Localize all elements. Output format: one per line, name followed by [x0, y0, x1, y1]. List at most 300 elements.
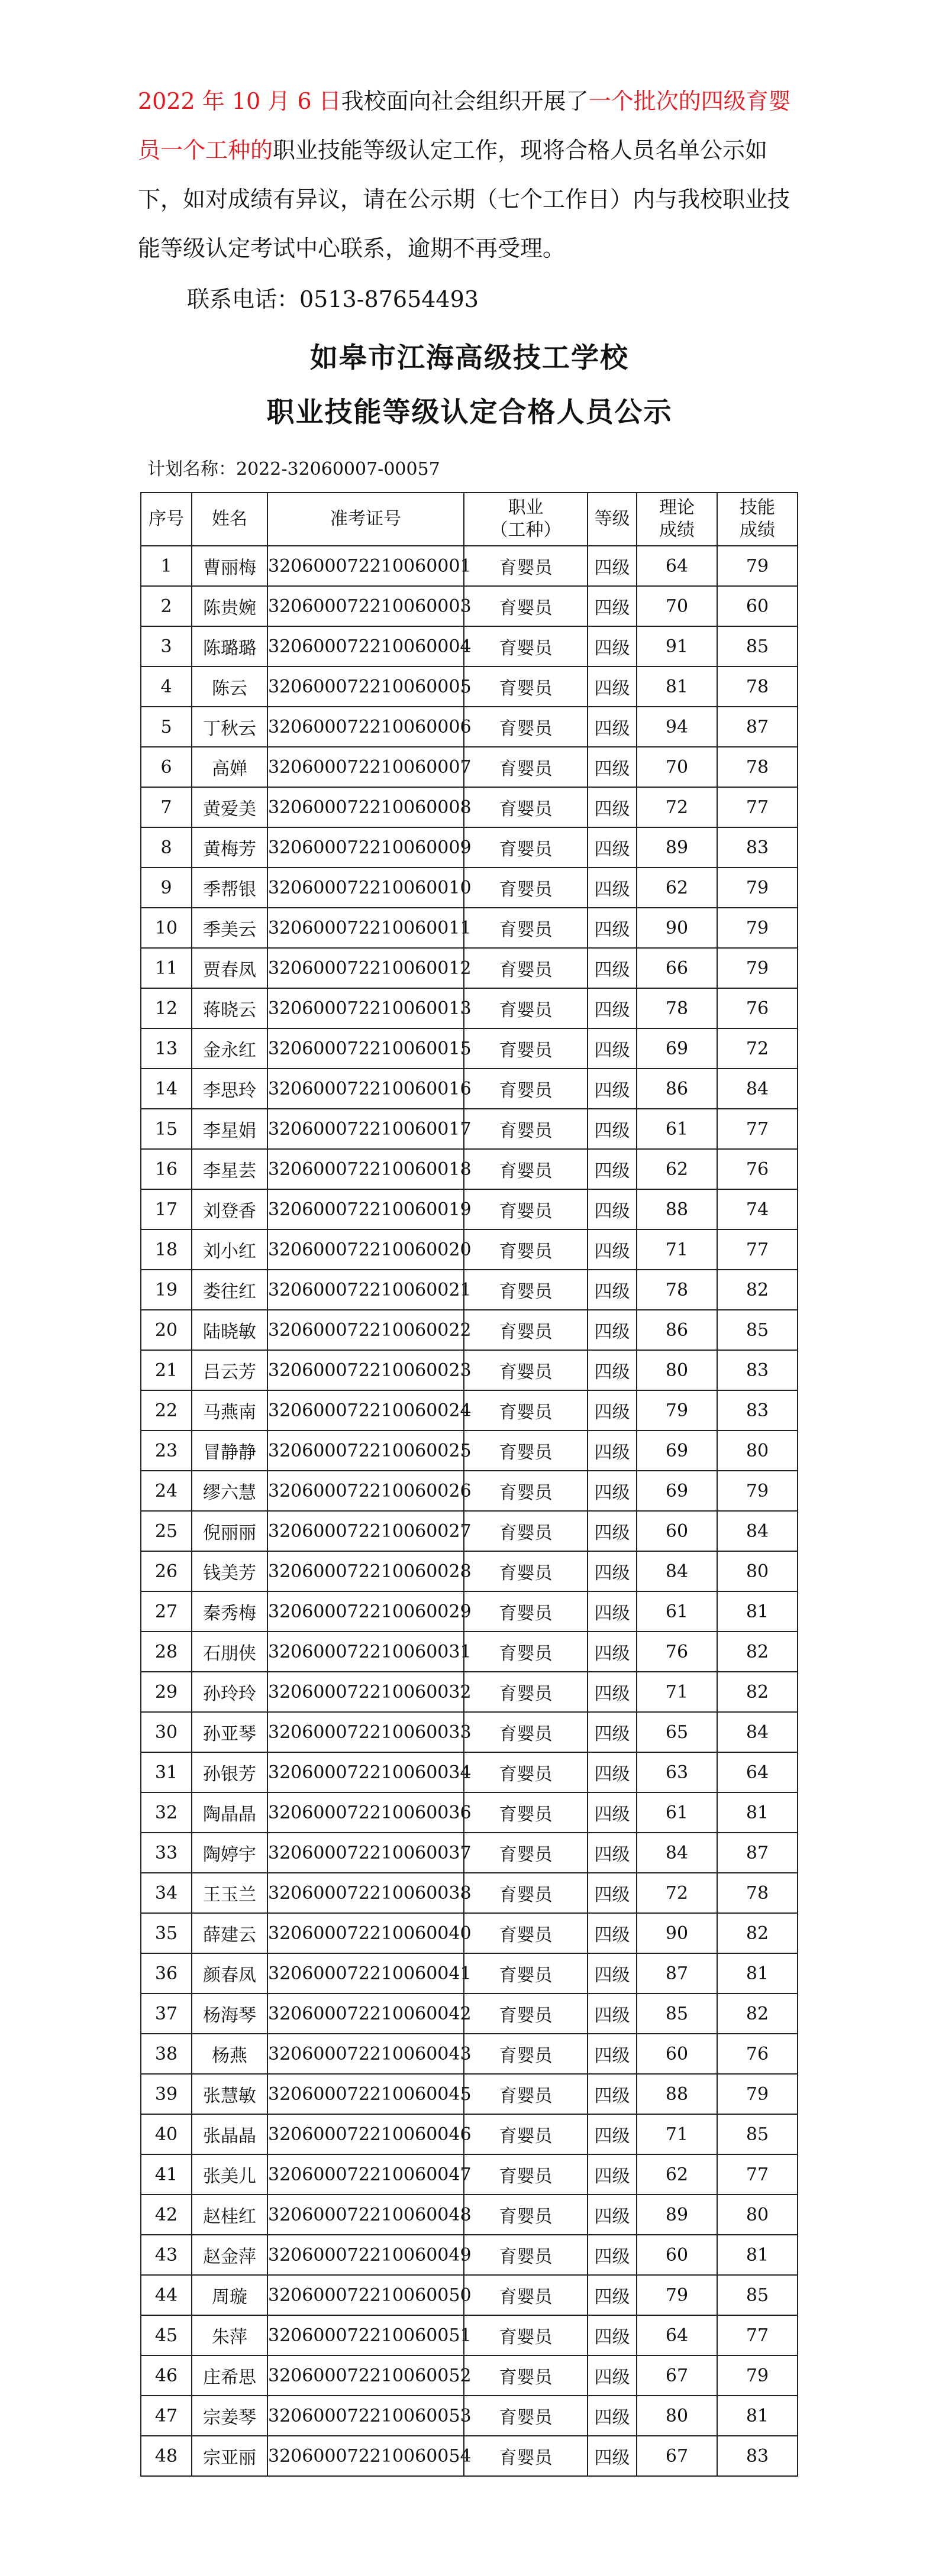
- cell-occupation: 育婴员: [464, 1511, 588, 1551]
- cell-name: 杨海琴: [192, 1994, 267, 2034]
- cell-name: 王玉兰: [192, 1873, 267, 1913]
- cell-skill-score: 64: [717, 1752, 798, 1792]
- cell-exam-number: 320600072210060001: [267, 546, 464, 586]
- cell-level: 四级: [588, 1752, 637, 1792]
- table-row: [141, 1712, 798, 1752]
- cell-seq: 29: [141, 1672, 192, 1712]
- cell-occupation: 育婴员: [464, 1028, 588, 1069]
- cell-name: 季美云: [192, 908, 267, 948]
- cell-theory-score: 69: [637, 1028, 717, 1069]
- cell-level: 四级: [588, 1873, 637, 1913]
- cell-occupation: 育婴员: [464, 1390, 588, 1431]
- cell-seq: 44: [141, 2275, 192, 2315]
- cell-level: 四级: [588, 1390, 637, 1431]
- cell-occupation: 育婴员: [464, 2154, 588, 2195]
- table-row: [141, 1350, 798, 1390]
- cell-name: 李星芸: [192, 1149, 267, 1189]
- cell-seq: 4: [141, 666, 192, 707]
- cell-theory-score: 88: [637, 2074, 717, 2114]
- table-row: [141, 1994, 798, 2034]
- contact-phone: 联系电话：0513-87654493: [187, 286, 479, 312]
- cell-seq: 17: [141, 1189, 192, 1229]
- cell-skill-score: 82: [717, 1632, 798, 1672]
- cell-name: 朱萍: [192, 2315, 267, 2355]
- cell-level: 四级: [588, 827, 637, 868]
- cell-occupation: 育婴员: [464, 988, 588, 1028]
- cell-occupation: 育婴员: [464, 1752, 588, 1792]
- cell-theory-score: 67: [637, 2436, 717, 2476]
- cell-level: 四级: [588, 1270, 637, 1310]
- cell-theory-score: 81: [637, 666, 717, 707]
- cell-theory-score: 78: [637, 988, 717, 1028]
- cell-theory-score: 62: [637, 1149, 717, 1189]
- cell-skill-score: 84: [717, 1712, 798, 1752]
- cell-occupation: 育婴员: [464, 1913, 588, 1953]
- cell-occupation: 育婴员: [464, 1551, 588, 1591]
- cell-level: 四级: [588, 2355, 637, 2396]
- cell-level: 四级: [588, 868, 637, 908]
- cell-occupation: 育婴员: [464, 1994, 588, 2034]
- cell-level: 四级: [588, 2275, 637, 2315]
- table-row: [141, 666, 798, 707]
- table-row: [141, 1390, 798, 1431]
- cell-name: 赵桂红: [192, 2195, 267, 2235]
- table-row: [141, 2396, 798, 2436]
- table-row: [141, 1471, 798, 1511]
- cell-name: 李星娟: [192, 1109, 267, 1149]
- header-occupation-line1: 职业: [508, 497, 544, 518]
- cell-skill-score: 77: [717, 1229, 798, 1270]
- cell-occupation: 育婴员: [464, 747, 588, 787]
- cell-skill-score: 77: [717, 787, 798, 827]
- cell-seq: 39: [141, 2074, 192, 2114]
- cell-seq: 2: [141, 586, 192, 626]
- cell-exam-number: 320600072210060051: [267, 2315, 464, 2355]
- cell-theory-score: 60: [637, 1511, 717, 1551]
- cell-level: 四级: [588, 2195, 637, 2235]
- cell-level: 四级: [588, 948, 637, 988]
- cell-exam-number: 320600072210060053: [267, 2396, 464, 2436]
- cell-exam-number: 320600072210060034: [267, 1752, 464, 1792]
- cell-theory-score: 61: [637, 1591, 717, 1632]
- table-row: [141, 1431, 798, 1471]
- cell-seq: 35: [141, 1913, 192, 1953]
- cell-skill-score: 79: [717, 1471, 798, 1511]
- cell-exam-number: 320600072210060020: [267, 1229, 464, 1270]
- table-row: [141, 988, 798, 1028]
- cell-level: 四级: [588, 747, 637, 787]
- table-row: [141, 1270, 798, 1310]
- cell-level: 四级: [588, 586, 637, 626]
- cell-occupation: 育婴员: [464, 1069, 588, 1109]
- cell-theory-score: 60: [637, 2235, 717, 2275]
- cell-theory-score: 66: [637, 948, 717, 988]
- cell-name: 孙亚琴: [192, 1712, 267, 1752]
- cell-skill-score: 82: [717, 1270, 798, 1310]
- cell-name: 蒋晓云: [192, 988, 267, 1028]
- cell-occupation: 育婴员: [464, 707, 588, 747]
- cell-occupation: 育婴员: [464, 868, 588, 908]
- cell-exam-number: 320600072210060023: [267, 1350, 464, 1390]
- notice-title: 职业技能等级认定合格人员公示: [266, 396, 673, 429]
- cell-seq: 46: [141, 2355, 192, 2396]
- cell-seq: 19: [141, 1270, 192, 1310]
- cell-theory-score: 79: [637, 1390, 717, 1431]
- header-occupation-line2: （工种）: [490, 520, 562, 541]
- cell-skill-score: 78: [717, 666, 798, 707]
- cell-level: 四级: [588, 666, 637, 707]
- cell-seq: 47: [141, 2396, 192, 2436]
- cell-skill-score: 81: [717, 2235, 798, 2275]
- header-theory-score: [637, 493, 717, 546]
- cell-occupation: 育婴员: [464, 2315, 588, 2355]
- cell-skill-score: 77: [717, 2154, 798, 2195]
- cell-level: 四级: [588, 1229, 637, 1270]
- cell-skill-score: 81: [717, 1953, 798, 1994]
- cell-theory-score: 62: [637, 2154, 717, 2195]
- cell-name: 黄梅芳: [192, 827, 267, 868]
- cell-theory-score: 61: [637, 1109, 717, 1149]
- table-row: [141, 2114, 798, 2154]
- announcement-paragraph: [138, 77, 801, 273]
- school-title: 如皋市江海高级技工学校: [310, 342, 629, 374]
- cell-occupation: 育婴员: [464, 546, 588, 586]
- cell-name: 曹丽梅: [192, 546, 267, 586]
- table-row: [141, 586, 798, 626]
- cell-theory-score: 61: [637, 1792, 717, 1833]
- cell-level: 四级: [588, 1028, 637, 1069]
- cell-theory-score: 65: [637, 1712, 717, 1752]
- table-header-row: [141, 493, 798, 546]
- cell-exam-number: 320600072210060004: [267, 626, 464, 666]
- table-row: [141, 2235, 798, 2275]
- cell-level: 四级: [588, 1551, 637, 1591]
- table-row: [141, 2195, 798, 2235]
- cell-skill-score: 79: [717, 546, 798, 586]
- cell-skill-score: 82: [717, 1913, 798, 1953]
- cell-occupation: 育婴员: [464, 1431, 588, 1471]
- cell-exam-number: 320600072210060012: [267, 948, 464, 988]
- cell-seq: 15: [141, 1109, 192, 1149]
- cell-exam-number: 320600072210060005: [267, 666, 464, 707]
- table-row: [141, 1511, 798, 1551]
- header-skill-line1: 技能: [740, 497, 775, 518]
- cell-theory-score: 89: [637, 2195, 717, 2235]
- cell-name: 陈璐璐: [192, 626, 267, 666]
- cell-name: 杨燕: [192, 2034, 267, 2074]
- cell-level: 四级: [588, 1994, 637, 2034]
- cell-seq: 21: [141, 1350, 192, 1390]
- cell-level: 四级: [588, 2114, 637, 2154]
- cell-occupation: 育婴员: [464, 1310, 588, 1350]
- cell-level: 四级: [588, 1953, 637, 1994]
- table-row: [141, 1672, 798, 1712]
- header-exam-number: 准考证号: [267, 493, 464, 546]
- table-row: [141, 1913, 798, 1953]
- cell-name: 庄希思: [192, 2355, 267, 2396]
- cell-exam-number: 320600072210060013: [267, 988, 464, 1028]
- cell-theory-score: 60: [637, 2034, 717, 2074]
- cell-occupation: 育婴员: [464, 2074, 588, 2114]
- table-row: [141, 1792, 798, 1833]
- cell-seq: 16: [141, 1149, 192, 1189]
- header-level: 等级: [588, 493, 637, 546]
- cell-level: 四级: [588, 1591, 637, 1632]
- cell-name: 宗亚丽: [192, 2436, 267, 2476]
- cell-seq: 12: [141, 988, 192, 1028]
- header-occupation: [464, 493, 588, 546]
- cell-skill-score: 76: [717, 988, 798, 1028]
- plan-name: 计划名称：2022-32060007-00057: [147, 459, 440, 480]
- cell-exam-number: 320600072210060040: [267, 1913, 464, 1953]
- table-row: [141, 1833, 798, 1873]
- cell-seq: 48: [141, 2436, 192, 2476]
- table-row: [141, 1551, 798, 1591]
- table-row: [141, 626, 798, 666]
- cell-seq: 13: [141, 1028, 192, 1069]
- header-skill-line2: 成绩: [740, 520, 775, 541]
- cell-name: 缪六慧: [192, 1471, 267, 1511]
- cell-theory-score: 90: [637, 908, 717, 948]
- cell-seq: 8: [141, 827, 192, 868]
- cell-theory-score: 70: [637, 586, 717, 626]
- cell-skill-score: 74: [717, 1189, 798, 1229]
- cell-name: 倪丽丽: [192, 1511, 267, 1551]
- cell-occupation: 育婴员: [464, 2275, 588, 2315]
- cell-exam-number: 320600072210060018: [267, 1149, 464, 1189]
- cell-skill-score: 82: [717, 1994, 798, 2034]
- cell-occupation: 育婴员: [464, 1672, 588, 1712]
- cell-occupation: 育婴员: [464, 827, 588, 868]
- cell-exam-number: 320600072210060045: [267, 2074, 464, 2114]
- cell-occupation: 育婴员: [464, 787, 588, 827]
- cell-exam-number: 320600072210060015: [267, 1028, 464, 1069]
- table-row: [141, 827, 798, 868]
- cell-seq: 7: [141, 787, 192, 827]
- table-row: [141, 908, 798, 948]
- cell-theory-score: 86: [637, 1069, 717, 1109]
- header-theory-line1: 理论: [659, 497, 695, 518]
- cell-name: 季帮银: [192, 868, 267, 908]
- cell-theory-score: 90: [637, 1913, 717, 1953]
- cell-exam-number: 320600072210060022: [267, 1310, 464, 1350]
- cell-seq: 31: [141, 1752, 192, 1792]
- cell-theory-score: 80: [637, 1350, 717, 1390]
- cell-exam-number: 320600072210060043: [267, 2034, 464, 2074]
- cell-name: 吕云芳: [192, 1350, 267, 1390]
- cell-level: 四级: [588, 2396, 637, 2436]
- cell-level: 四级: [588, 2074, 637, 2114]
- cell-theory-score: 79: [637, 2275, 717, 2315]
- cell-skill-score: 79: [717, 2074, 798, 2114]
- cell-theory-score: 84: [637, 1551, 717, 1591]
- cell-seq: 1: [141, 546, 192, 586]
- cell-exam-number: 320600072210060052: [267, 2355, 464, 2396]
- cell-level: 四级: [588, 2315, 637, 2355]
- cell-level: 四级: [588, 626, 637, 666]
- announcement-text-1: 我校面向社会组织开展了: [341, 88, 589, 114]
- cell-seq: 10: [141, 908, 192, 948]
- cell-skill-score: 78: [717, 747, 798, 787]
- table-row: [141, 2436, 798, 2476]
- cell-name: 丁秋云: [192, 707, 267, 747]
- cell-exam-number: 320600072210060047: [267, 2154, 464, 2195]
- cell-level: 四级: [588, 2034, 637, 2074]
- cell-name: 马燕南: [192, 1390, 267, 1431]
- cell-occupation: 育婴员: [464, 1350, 588, 1390]
- table-row: [141, 1028, 798, 1069]
- cell-occupation: 育婴员: [464, 1471, 588, 1511]
- cell-name: 陈云: [192, 666, 267, 707]
- table-body: [141, 546, 798, 2476]
- cell-occupation: 育婴员: [464, 2034, 588, 2074]
- table-row: [141, 1189, 798, 1229]
- cell-name: 颜春凤: [192, 1953, 267, 1994]
- cell-theory-score: 84: [637, 1833, 717, 1873]
- cell-level: 四级: [588, 988, 637, 1028]
- cell-name: 陶晶晶: [192, 1792, 267, 1833]
- cell-seq: 28: [141, 1632, 192, 1672]
- cell-name: 孙银芳: [192, 1752, 267, 1792]
- cell-seq: 20: [141, 1310, 192, 1350]
- cell-seq: 9: [141, 868, 192, 908]
- cell-occupation: 育婴员: [464, 1792, 588, 1833]
- cell-level: 四级: [588, 1069, 637, 1109]
- cell-theory-score: 64: [637, 2315, 717, 2355]
- cell-level: 四级: [588, 1189, 637, 1229]
- cell-occupation: 育婴员: [464, 1632, 588, 1672]
- cell-occupation: 育婴员: [464, 626, 588, 666]
- cell-seq: 26: [141, 1551, 192, 1591]
- table-row: [141, 2074, 798, 2114]
- cell-name: 陶婷宇: [192, 1833, 267, 1873]
- cell-theory-score: 76: [637, 1632, 717, 1672]
- cell-seq: 33: [141, 1833, 192, 1873]
- cell-name: 金永红: [192, 1028, 267, 1069]
- cell-exam-number: 320600072210060037: [267, 1833, 464, 1873]
- cell-exam-number: 320600072210060017: [267, 1109, 464, 1149]
- cell-name: 陆晓敏: [192, 1310, 267, 1350]
- cell-exam-number: 320600072210060029: [267, 1591, 464, 1632]
- cell-name: 冒静静: [192, 1431, 267, 1471]
- cell-skill-score: 78: [717, 1873, 798, 1913]
- cell-exam-number: 320600072210060031: [267, 1632, 464, 1672]
- cell-occupation: 育婴员: [464, 2355, 588, 2396]
- cell-theory-score: 71: [637, 1672, 717, 1712]
- cell-name: 娄往红: [192, 1270, 267, 1310]
- cell-exam-number: 320600072210060008: [267, 787, 464, 827]
- header-name: 姓名: [192, 493, 267, 546]
- table-row: [141, 1873, 798, 1913]
- cell-exam-number: 320600072210060021: [267, 1270, 464, 1310]
- table-row: [141, 868, 798, 908]
- cell-exam-number: 320600072210060010: [267, 868, 464, 908]
- cell-occupation: 育婴员: [464, 2396, 588, 2436]
- cell-occupation: 育婴员: [464, 1229, 588, 1270]
- cell-level: 四级: [588, 1471, 637, 1511]
- cell-exam-number: 320600072210060049: [267, 2235, 464, 2275]
- cell-name: 陈贵婉: [192, 586, 267, 626]
- cell-seq: 36: [141, 1953, 192, 1994]
- cell-theory-score: 78: [637, 1270, 717, 1310]
- cell-exam-number: 320600072210060048: [267, 2195, 464, 2235]
- cell-exam-number: 320600072210060026: [267, 1471, 464, 1511]
- cell-name: 李思玲: [192, 1069, 267, 1109]
- cell-level: 四级: [588, 1350, 637, 1390]
- cell-occupation: 育婴员: [464, 948, 588, 988]
- cell-occupation: 育婴员: [464, 1953, 588, 1994]
- cell-name: 刘小红: [192, 1229, 267, 1270]
- cell-level: 四级: [588, 1632, 637, 1672]
- cell-occupation: 育婴员: [464, 1591, 588, 1632]
- cell-skill-score: 80: [717, 2195, 798, 2235]
- cell-exam-number: 320600072210060054: [267, 2436, 464, 2476]
- cell-exam-number: 320600072210060032: [267, 1672, 464, 1712]
- cell-exam-number: 320600072210060009: [267, 827, 464, 868]
- cell-level: 四级: [588, 1712, 637, 1752]
- cell-skill-score: 85: [717, 1310, 798, 1350]
- cell-skill-score: 84: [717, 1511, 798, 1551]
- cell-skill-score: 79: [717, 868, 798, 908]
- cell-level: 四级: [588, 1833, 637, 1873]
- cell-level: 四级: [588, 546, 637, 586]
- cell-skill-score: 79: [717, 908, 798, 948]
- cell-exam-number: 320600072210060028: [267, 1551, 464, 1591]
- cell-exam-number: 320600072210060025: [267, 1431, 464, 1471]
- cell-seq: 37: [141, 1994, 192, 2034]
- cell-theory-score: 69: [637, 1431, 717, 1471]
- cell-seq: 18: [141, 1229, 192, 1270]
- cell-occupation: 育婴员: [464, 2114, 588, 2154]
- cell-seq: 14: [141, 1069, 192, 1109]
- cell-skill-score: 87: [717, 1833, 798, 1873]
- table-row: [141, 747, 798, 787]
- cell-skill-score: 83: [717, 1390, 798, 1431]
- cell-exam-number: 320600072210060046: [267, 2114, 464, 2154]
- cell-name: 钱美芳: [192, 1551, 267, 1591]
- cell-skill-score: 80: [717, 1431, 798, 1471]
- cell-skill-score: 72: [717, 1028, 798, 1069]
- cell-seq: 32: [141, 1792, 192, 1833]
- cell-exam-number: 320600072210060050: [267, 2275, 464, 2315]
- cell-theory-score: 64: [637, 546, 717, 586]
- cell-theory-score: 72: [637, 787, 717, 827]
- cell-skill-score: 81: [717, 1591, 798, 1632]
- cell-name: 石朋侠: [192, 1632, 267, 1672]
- table-row: [141, 1109, 798, 1149]
- cell-occupation: 育婴员: [464, 1873, 588, 1913]
- announcement-date: 2022 年 10 月 6 日: [138, 88, 341, 114]
- cell-level: 四级: [588, 1109, 637, 1149]
- cell-theory-score: 89: [637, 827, 717, 868]
- cell-occupation: 育婴员: [464, 1833, 588, 1873]
- cell-skill-score: 60: [717, 586, 798, 626]
- announcement-text-2: 职业技能等级认定工作，现将合格人员名单公示如下，如对成绩有异议，请在公示期（七个工作日）内与我校职业技能等级认定考试中心联系，逾期不再受理。: [138, 137, 790, 261]
- cell-skill-score: 79: [717, 948, 798, 988]
- cell-seq: 22: [141, 1390, 192, 1431]
- cell-seq: 40: [141, 2114, 192, 2154]
- cell-occupation: 育婴员: [464, 1109, 588, 1149]
- table-row: [141, 2034, 798, 2074]
- cell-occupation: 育婴员: [464, 1149, 588, 1189]
- cell-theory-score: 72: [637, 1873, 717, 1913]
- table-row: [141, 1149, 798, 1189]
- cell-theory-score: 62: [637, 868, 717, 908]
- cell-seq: 43: [141, 2235, 192, 2275]
- cell-exam-number: 320600072210060033: [267, 1712, 464, 1752]
- header-seq: 序号: [141, 493, 192, 546]
- cell-level: 四级: [588, 1913, 637, 1953]
